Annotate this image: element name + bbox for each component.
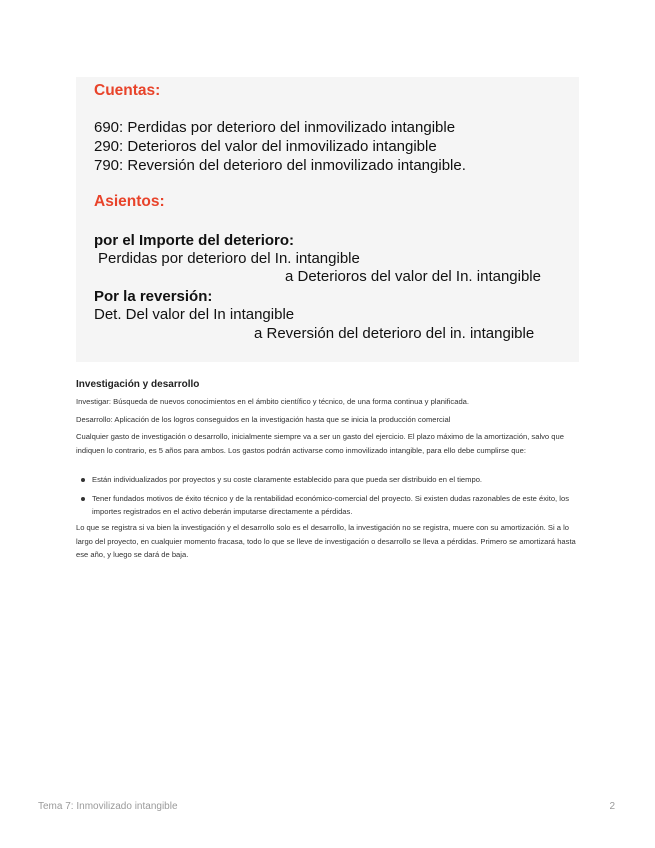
deterioro-credit: a Deterioros del valor del In. intangible [285, 268, 541, 285]
desarrollo-paragraph: Desarrollo: Aplicación de los logros conseguidos en la investigación hasta que se inicia la producción comercial [76, 415, 451, 424]
cuenta-690: 690: Perdidas por deterioro del inmovilizado intangible [94, 119, 456, 136]
investigar-paragraph: Investigar: Búsqueda de nuevos conocimientos en el ámbito científico y técnico, de una forma continua y planificada. [76, 397, 469, 406]
reversion-credit: a Reversión del deterioro del in. intangible [254, 325, 535, 342]
cuenta-290: 290: Deterioros del valor del inmovilizado intangible [94, 138, 437, 155]
list-item [80, 473, 580, 487]
bullet-text: Tener fundados motivos de éxito técnico y de la rentabilidad económico-comercial del proyecto. Si existen dudas razonables de este éxito, los importes registrados en el activo deberán imputarse directamente a pérdidas. [92, 493, 569, 516]
cuentas-heading: Cuentas: [94, 82, 161, 99]
bullet-text: Están individualizados por proyectos y su coste claramente establecido para que pueda ser distribuido en el tiempo. [92, 475, 483, 484]
conclusion-paragraph: Lo que se registra si va bien la investigación y el desarrollo solo es el desarrollo, la investigación no se registra, muere con su amortización. Si a lo largo del proyecto, en cualquier momento fracasa, todo lo que se lleve de investigación o desarrollo se lleva a pérdidas. Primero se amortizará hasta ese año, y luego se dará de baja. [76, 523, 576, 559]
bullet-dot [81, 478, 85, 482]
reversion-debit: Det. Del valor del In intangible [94, 306, 295, 323]
bullet-dot [81, 497, 85, 501]
section-title: Investigación y desarrollo [76, 379, 200, 390]
deterioro-debit: Perdidas por deterioro del In. intangible [98, 250, 360, 267]
cuenta-790: 790: Reversión del deterioro del inmovilizado intangible. [94, 157, 466, 174]
asientos-heading: Asientos: [94, 193, 165, 210]
requirements-list [80, 473, 580, 524]
slide-image [76, 77, 579, 362]
reversion-title: Por la reversión: [94, 288, 213, 305]
page-number: 2 [609, 801, 615, 812]
gasto-paragraph: Cualquier gasto de investigación o desarrollo, inicialmente siempre va a ser un gasto del ejercicio. El plazo máximo de la amortización, salvo que indiquen lo contrario, es 5 años para ambos. Los gastos podrán activarse como inmovilizado intangible, para ello debe cumplirse que: [76, 432, 564, 455]
deterioro-title: por el Importe del deterioro: [94, 232, 295, 249]
list-item [80, 492, 580, 519]
footer-chapter: Tema 7: Inmovilizado intangible [38, 801, 178, 812]
